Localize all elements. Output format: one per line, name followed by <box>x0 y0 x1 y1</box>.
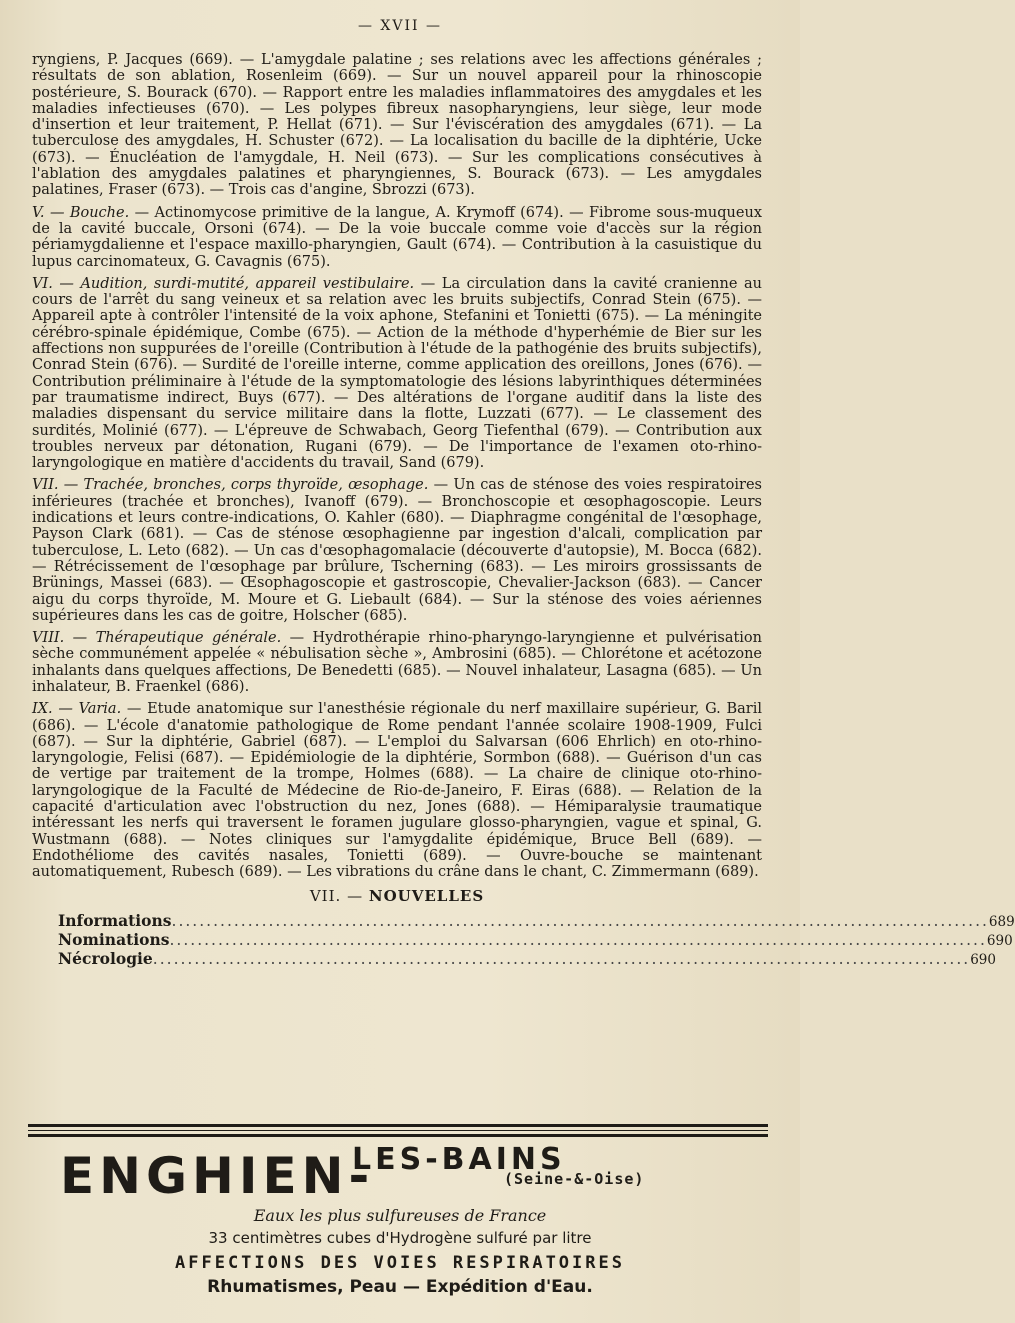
toc-page: 690 <box>970 951 996 968</box>
separator-rule <box>28 1134 768 1137</box>
toc-row <box>58 910 1015 930</box>
toc-leader-dots: ...................................................................................................................... <box>169 930 987 949</box>
nouvelles-list <box>58 910 1015 968</box>
section-text: — La circulation dans la cavité cranienne au cours de l'arrêt du sang veineux et sa relation avec les bruits subjectifs, Conrad Stein (675). — Appareil apte à contrôler l'intensité de la voix aphone, Stefanini et Tonietti (675). — La méningite cérébro-spinale épidémique, Combe (675). — Action de la méthode d'hyperhémie de Bier sur les affections non suppurées de l'oreille (Contribution à l'étude de la pathogénie des bruits subjectifs), Conrad Stein (676). — Surdité de l'oreille interne, comme application des oreillons, Jones (676). — Contribution préliminaire à l'étude de la symptomatologie des lésions labyrinthiques déterminées par traumatisme indirect, Buys (677). — Des altérations de l'organe auditif dans la liste des maladies dispensant du service militaire dans la flotte, Luzzati (677). — Le classement des surdités, Molinié (677). — L'épreuve de Schwabach, Georg Tiefenthal (679). — Contribution aux troubles nerveux par détonation, Rugani (679). — De l'importance de l'examen oto-rhino-laryngologique en matière d'accidents du travail, Sand (679). <box>32 275 762 472</box>
toc-page: 689 <box>988 913 1015 930</box>
section-paragraph <box>32 205 762 270</box>
section-heading: VIII. — Thérapeutique générale. <box>32 630 282 647</box>
nouvelles-title: NOUVELLES <box>368 886 485 905</box>
separator-rule <box>28 1124 768 1127</box>
ad-name: ENGHIEN- <box>60 1147 375 1205</box>
toc-label: Nécrologie <box>58 948 153 968</box>
section-heading: VII. — Trachée, bronches, corps thyroïde, œsophage. <box>32 477 429 494</box>
ad-title <box>40 1142 760 1205</box>
toc-label: Nominations <box>58 929 170 949</box>
section-text: — Etude anatomique sur l'anesthésie régionale du nerf maxillaire supérieur, G. Baril (686). — L'école d'anatomie pathologique de Rome pendant l'année scolaire 1908-1909, Fulci (687). — Sur la diphtérie, Gabriel (687). — L'emploi du Salvarsan (606 Ehrlich) en oto-rhino-laryngologie, Felisi (687). — Epidémiologie de la diphtérie, Sormbon (688). — Guérison d'un cas de vertige par traitement de la trompe, Holmes (688). — La chaire de clinique oto-rhino-laryngologique de la Faculté de Médecine de Rio-de-Janeiro, F. Eiras (688). — Relation de la capacité d'articulation avec l'obstruction du nez, Jones (688). — Hémiparalysie traumatique intéressant les nerfs qui traversent le foramen jugulare glosso-pharyngien, vague et spinal, G. Wustmann (688). — Notes cliniques sur l'amygdalite épidémique, Bruce Bell (689). — Endothéliome des cavités nasales, Tonietti (689). — Ouvre-bouche se maintenant automatiquement, Rubesch (689). — Les vibrations du crâne dans le chant, C. Zimmermann (689). <box>32 701 762 881</box>
section-paragraph <box>32 477 762 624</box>
section-text: — Hydrothérapie rhino-pharyngo-laryngienne et pulvérisation sèche communément appelée « nébulisation sèche », Ambrosini (685). — Chlorétone et acétozone inhalants dans quelques affections, De Benedetti (685). — Nouvel inhalateur, Lasagna (685). — Un inhalateur, B. Fraenkel (686). <box>32 630 762 695</box>
section-text: ryngiens, P. Jacques (669). — L'amygdale palatine ; ses relations avec les affections générales ; résultats de son ablation, Rosenleim (669). — Sur un nouvel appareil pour la rhinoscopie postérieure, S. Bourack (670). — Rapport entre les maladies inflammatoires des amygdales et les maladies infectieuses (670). — Les polypes fibreux nasopharyngiens, leur siège, leur mode d'insertion et leur traitement, P. Hellat (671). — Sur l'éviscération des amygdales (671). — La tuberculose des amygdales, H. Schuster (672). — La localisation du bacille de la diphtérie, Ucke (673). — Énucléation de l'amygdale, H. Neil (673). — Sur les complications consécutives à l'ablation des amygdales palatines et pharyngiennes, S. Bourack (673). — Les amygdales palatines, Fraser (673). — Trois cas d'angine, Sbrozzi (673). <box>32 52 762 199</box>
section-paragraph <box>32 276 762 472</box>
page-number: — XVII — <box>357 18 443 34</box>
nouvelles-heading <box>32 887 762 905</box>
toc-row <box>58 948 996 968</box>
ad-hydrogen-line: 33 centimètres cubes d'Hydrogène sulfuré par litre <box>208 1229 592 1247</box>
toc-label: Informations <box>58 910 172 930</box>
ad-name-suffix: LES-BAINS <box>352 1142 566 1177</box>
section-paragraph <box>32 52 762 199</box>
table-of-contents-body <box>32 52 1015 968</box>
toc-leader-dots: ...................................................................................................................... <box>152 949 971 968</box>
section-heading: V. — Bouche. <box>32 204 130 221</box>
ad-last-line: Rhumatismes, Peau — Expédition d'Eau. <box>207 1277 593 1297</box>
section-text: — Actinomycose primitive de la langue, A. Krymoff (674). — Fibrome sous-muqueux de la cavité buccale, Orsoni (674). — De la voie buccale comme voie d'accès sur la région périamygdalienne et l'espace maxillo-pharyngien, Gault (674). — Contribution à la casuistique du lupus carcinomateux, G. Cavagnis (675). <box>32 204 762 270</box>
section-heading: VI. — Audition, surdi-mutité, appareil vestibulaire. <box>32 275 415 292</box>
ad-affections: AFFECTIONS DES VOIES RESPIRATOIRES <box>175 1253 625 1273</box>
section-paragraph <box>32 630 762 695</box>
enghien-advertisement <box>40 1142 760 1297</box>
separator-rule <box>28 1130 768 1131</box>
ad-subtitle: Eaux les plus sulfureuses de France <box>253 1206 547 1225</box>
ad-department: (Seine-&-Oise) <box>504 1170 645 1188</box>
toc-leader-dots: ...................................................................................................................... <box>171 911 989 930</box>
toc-page: 690 <box>986 932 1013 949</box>
section-text: — Un cas de sténose des voies respiratoires inférieures (trachée et bronches), Ivanoff (679). — Bronchoscopie et œsophagoscopie. Leurs indications et leurs contre-indications, O. Kahler (680). — Diaphragme congénital de l'œsophage, Payson Clark (681). — Cas de sténose œsophagienne par ingestion d'alcali, complication par tuberculose, L. Leto (682). — Un cas d'œsophagomalacie (découverte d'autopsie), M. Bocca (682). — Rétrécissement de l'œsophage par brûlure, Tscherning (683). — Les miroirs grossissants de Brünings, Massei (683). — Œsophagoscopie et gastroscopie, Chevalier-Jackson (683). — Cancer aigu du corps thyroïde, M. Moure et G. Liebault (684). — Sur la sténose des voies aériennes supérieures dans les cas de goitre, Holscher (685). <box>32 477 762 624</box>
toc-row <box>58 929 1013 949</box>
section-paragraph <box>32 701 762 880</box>
section-heading: IX. — Varia. <box>32 701 122 718</box>
nouvelles-prefix: VII. — <box>309 886 364 905</box>
